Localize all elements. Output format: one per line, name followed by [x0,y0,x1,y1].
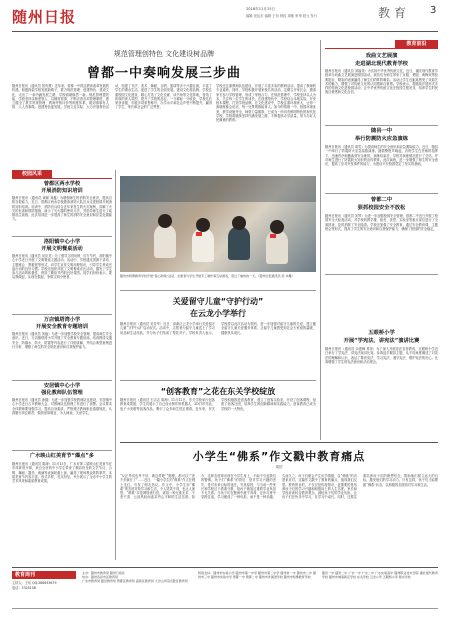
divider [325,125,438,126]
bottom-byline: 周伯 [275,465,283,469]
column-divider [320,40,321,440]
right-column [325,40,438,440]
brief-title-2: 洛阳镇中心小学 开展文明餐桌活动 [41,239,83,252]
campus-section-tag: 校园风采 [12,170,52,178]
issue-date: 2018年11月15日 [246,7,276,11]
frontier-section-tag: 教育前沿 [395,40,438,48]
right-brief-body-1: 随州日报讯（通讯员 刘福尧）为弘扬中华优秀传统文化，近日，湖北现代教育学校举办戏曲文艺展演进校园活动。演员们为师生带来了京剧、楚剧、黄梅戏等经典剧目，精彩的表演赢得了师生们的阵阵喝彩。活动让学生近距离感受了戏曲艺术的魅力，增强了对传统文化的认同感和自豪感。学校表示，将继续开展形式多样的传统文化进校园活动，让中华优秀传统文化在校园生根发芽，培养学生的民族自豪感和文化自信。 [325,69,438,95]
divider [325,193,438,194]
footer-bottom-rule [12,608,438,609]
masthead-rule [12,31,438,32]
brief-title-4: 安居镇中心小学 强化教师队伍管理 [41,383,83,396]
news-photo [120,176,316,272]
divider [325,274,438,275]
footer-box-title: 教育周刊 [12,571,76,579]
footer-box [12,571,76,601]
right-brief-title-1: 戏曲文艺展演 走进湖北现代教育学校 [355,53,408,67]
right-brief-body-2: 随州日报讯（通讯员 周雪）为提高师生的安全意识和应急避险能力，近日，随县一中举行了防震防火应急疏散演练。随着警报声响起，各班学生在老师的指挥下，迅速有序地撤离到安全地带。演练结束后，学校对演练情况进行了总结，并对师生进行了防震防火知识的宣传教育。此次演练，进一步增强了师生的安全意识，提高了应对突发事件的能力，为建设平安校园奠定了坚实的基础。 [325,145,438,167]
lead-body: 随州日报讯（通讯员 蔡有慧）近年来，曾都一中抓住教育改革发展的机遇，积极探索学校发展新路子，着力规范管理、创建特色、建设文化，走出了一条内涵发展之路，学校面貌焕然一新。规范管理提效能。学校坚持以制度管人、以制度管事，不断完善各项管理制度，建立健全了教学常规管理、教师考核评价等制度体系，做到事事有人管、人人有事做。创建特色促发展。学校立足实际，大力开展特色活动，组建了书法、美术、舞蹈、合唱、篮球等多个兴趣社团，丰富了学生的课余生活，促进了学生的全面发展。建设文化树品牌。学校注重校园文化建设，精心打造了文化长廊、读书角等文化阵地，营造了浓厚的育人氛围，提升了学校的品位。一分耕耘一分收获，学校先后荣获省级、市级多项荣誉称号，办学水平和社会声誉不断提升，赢得了学生、家长和社会的广泛赞誉。 [12,84,212,110]
brief-body-1: 随州日报讯（通讯员 黄颖 刘鑫）为增强师生的消防安全意识，提高自防自救能力，近日，曾都区两水学校邀请消防大队官兵走进校园开展消防知识培训。培训中，消防官兵结合近年来发生的火灾案例，讲解了火灾的危害和预防措施，演示了灭火器的使用方法，并指导师生进行了疏散逃生演练。此次培训进一步提高了师生的消防安全意识和应急处置能力。 [12,196,112,222]
maker-article-title: “创客教育”之花在东关学校绽放 [160,387,276,396]
divider [12,380,112,381]
brief-title-5: 广水映山红美育节“爆点”多 [30,453,94,459]
footer-host: 主持人：王旬 QQ:286633679 [12,581,57,585]
divider [12,314,112,315]
care-article-body: 随州日报讯（通讯员 吴芳华）近日，高新区云龙小学举行关爱留守儿童“守护行动”启动仪式。活动中，志愿者为留守儿童送上了学习用品和生活用品，并与孩子们结成了帮扶对子。学校负责人表示，学校将以此次活动为契机，进一步加强对留守儿童的关爱，建立健全留守儿童关爱服务体系，让留守儿童感受到社会大家庭的温暖，健康快乐成长。 [120,322,316,335]
masthead [12,4,438,30]
right-brief-title-3: 曾都二中 狠抓校园安全不放松 [357,197,406,211]
frontier-tag-rule [325,48,438,49]
brief-title-1: 曾都区两水学校 开展消防知识培训 [41,181,83,194]
brief-title-3: 万店镇塔湾小学 开展安全教育专题培训 [36,317,88,330]
editor-credits: 编辑 祝运东 编辑 王旬 校检 周敏 审审 段元 发行 [246,14,318,18]
care-article-title-2: 在云龙小学举行 [190,309,246,318]
left-column [12,170,112,565]
campus-tag-rule [12,178,112,179]
lead-body-continued: 学校还注重教师队伍建设，开展了丰富多彩的教研活动，提高了教师的专业素养。同时，学校积极开展家校共育活动，定期召开家长会，邀请家长参与学校管理，形成了家校合力。在规范管理中，学校坚持以人为本，关注每一位学生的成长。在创建特色中，学校结合本地实际，开发校本课程，打造学校品牌。在文化建设中，学校注重环境育人，让每一面墙壁都会说话，每一处景观都能育人。如今的曾都一中，校园环境优美，教学设施齐全，师资力量雄厚，已成为一所具有鲜明特色的现代化学校。学校将继续坚持内涵发展之路，不断提高办学质量，努力办好人民满意的教育。 [216,84,316,123]
lead-kicker: 规范管理创特色 文化建设树品牌 [113,50,215,58]
right-brief-title-2: 随县一中 举行防震防火应急演练 [355,128,408,142]
section-name: 教育 [378,6,411,20]
brief-body-2: 随州日报讯（通讯员 吴应龙）为了倡导文明用餐、厉行节约，洛阳镇中心小学近日开展了文明餐桌主题活动。活动中，学校通过国旗下讲话、主题班会、黑板报等形式，向学生宣传文明用餐知识，引导学生养成光盘行动的良好习惯。学校还组织开展了文明餐桌评比活动，激发了学生参与活动的积极性，营造了勤俭节约的良好氛围。同学们纷纷表示，要从我做起，从现在做起，争做文明小使者。 [12,254,112,280]
newspaper-logo: 随州日报 [12,8,77,26]
right-brief-title-4: 五眼桥小学 开展“学宪法、讲宪法”演讲比赛 [343,330,420,344]
footer-rule [12,567,438,568]
right-brief-body-3: 随州日报讯（通讯员 宋琴）为进一步加强校园安全管理，曾都二中近日开展了校园安全大检查活动，对学校的教学楼、宿舍、食堂、实验室等重点部位进行了全面排查，及时消除了安全隐患。学校还加强了安全教育，通过安全教育课、主题班会等形式，提高了学生的安全意识和自我保护能力，确保了校园的安全稳定。 [325,214,438,231]
photo-caption: 随州市特殊教育学校开展“爱心助残”活动，志愿者与学生开展手工制作等互动游戏，度过了愉快的一天。（随州日报通讯员 吴 华摄） [120,274,295,278]
footer-col-3: 随县一中 随县二中 广水一中 广水二中 广水实验高中 随州职业技术学院 湖北现代教育学校 随州市城南新区学校 东关学校 云龙小学 五眼桥小学 两水学校 [322,571,438,580]
footer-col-2: 特别支持：随州市实验小学 随州市第一中学 随州市第二中学 随州市一中 随州市二中 随州市三中 随州市实验中学 曾都一中 曾都二中 随州市外国语学校 随州市特殊教育学校 [198,571,316,580]
lead-headline: 曾都一中奏响发展三步曲 [86,66,241,81]
divider [120,380,316,381]
brief-body-4: 随州日报讯（通讯员 唐健）为进一步加强学校教师队伍建设，安居镇中心小学近日召开教师大会，对教师队伍管理工作进行了部署。会议要求全体教师要加强学习，提高自身素质，严格遵守教师职业道德规范，认真履行岗位职责，做到爱岗敬业、为人师表、关爱学生。 [12,398,112,415]
bottom-headline: 小学生“佛系”作文戳中教育痛点 [192,450,366,463]
page-number: 3 [430,5,437,16]
divider [12,236,112,237]
brief-body-5: 随州日报讯（通讯员 陈涛）11月13日，广水市第二届映山红美育节在市体育馆开幕，来自全市的中小学生带来了精彩纷呈的文艺节目，合唱、舞蹈、器乐、朗诵等表演轮番上演，赢得了现场观众阵阵掌声。本届美育节内容丰富，形式多样，亮点纷呈，充分展示了全市中小学生的艺术风采和素质教育成果。 [12,462,112,484]
right-brief-body-4: 随州日报讯（通讯员 余建峰 易萍）为了深入开展宪法宣传教育，五眼桥小学近日举行了学宪法、讲宪法演讲比赛。参赛选手紧扣主题，从不同角度阐述了对宪法的理解和认识，表达了尊崇宪法、学习宪法、遵守宪法、维护宪法的决心。比赛增强了学生的宪法意识和法治观念。 [325,347,438,364]
footer-phone: 电话：3325108 [12,586,36,590]
brief-body-3: 随州日报讯（通讯员 刘毅）为进一步加强学校安全管理，提高师生安全意识，近日，万店镇塔湾小学开展了安全教育专题培训。培训围绕交通安全、防溺水、防火、防震等内容进行了详细讲解，并结合典型案例进行分析，增强了师生的安全防范意识和自我保护能力。 [12,332,112,349]
divider [12,450,112,451]
maker-article-body: 随州日报讯（通讯员 石吉志 陈海）11月12日，东关学校举行创客教育成果展，学生们展示了自己设计制作的机器人、3D打印作品、电子小发明等创客作品，吸引了众多师生驻足观看。近年来，东关学校积极推进创客教育，建立了创客实验室，开设了创客课程，组建了创客社团，培养学生的创新精神和实践能力，创客教育已成为学校的一大特色。 [120,398,316,411]
care-article-title-1: 关爱留守儿童“守护行动” [172,297,264,306]
divider [120,290,316,291]
bottom-rule [120,442,438,443]
bottom-body: “反正考试也考不好，就这样吧”“随便，都可以”“差不多就行了”……近日，一篇小学生的“佛系”作文在网上走红，引发了网友热议。作文中，小学生用“佛系”的态度对待学习和生活，令人哭笑不得，也让人深思。“佛系”本是网络流行语，意指一种无欲无求、不悲不喜、云淡风轻而追求内心平和的生活态度。如今，这种态度却出现在小学生身上，不能不引起我们的警惕。孩子们“佛系”的背后，是对学习兴趣的丧失，是对未来目标的迷茫。究其原因，与当前一些家长和学校过于看重分数、给孩子施加过重的学业负担不无关系。当孩子们在题海中疲于奔命，在补习班中穿梭往返，学习便成了一种负担，而不是一种乐趣。久而久之，孩子们便会产生厌学情绪，以“佛系”的态度来应对。这篇作文戳中了教育的痛点，值得我们反思。教育的目的，不仅仅是传授知识，更重要的是培养孩子们的学习兴趣和积极向上的人生态度。家长和学校应该转变教育观念，减轻孩子们的学业负担，让孩子们在快乐中学习，在学习中成长。同时，还要注重培养孩子们的理想信念，帮助他们树立远大的目标，激发他们的学习动力。只有这样，孩子们才能摆脱“佛系”状态，以积极的态度面对学习和生活。 [120,474,438,500]
footer-col-1: 主办：随州市教育局 随州日报社 协办：随州各县市区教育局 广水市教育局 随县教育局 曾都区教育局 高新区教育局 大洪山风景名胜区教育局 [82,571,188,584]
column-divider [115,170,116,560]
